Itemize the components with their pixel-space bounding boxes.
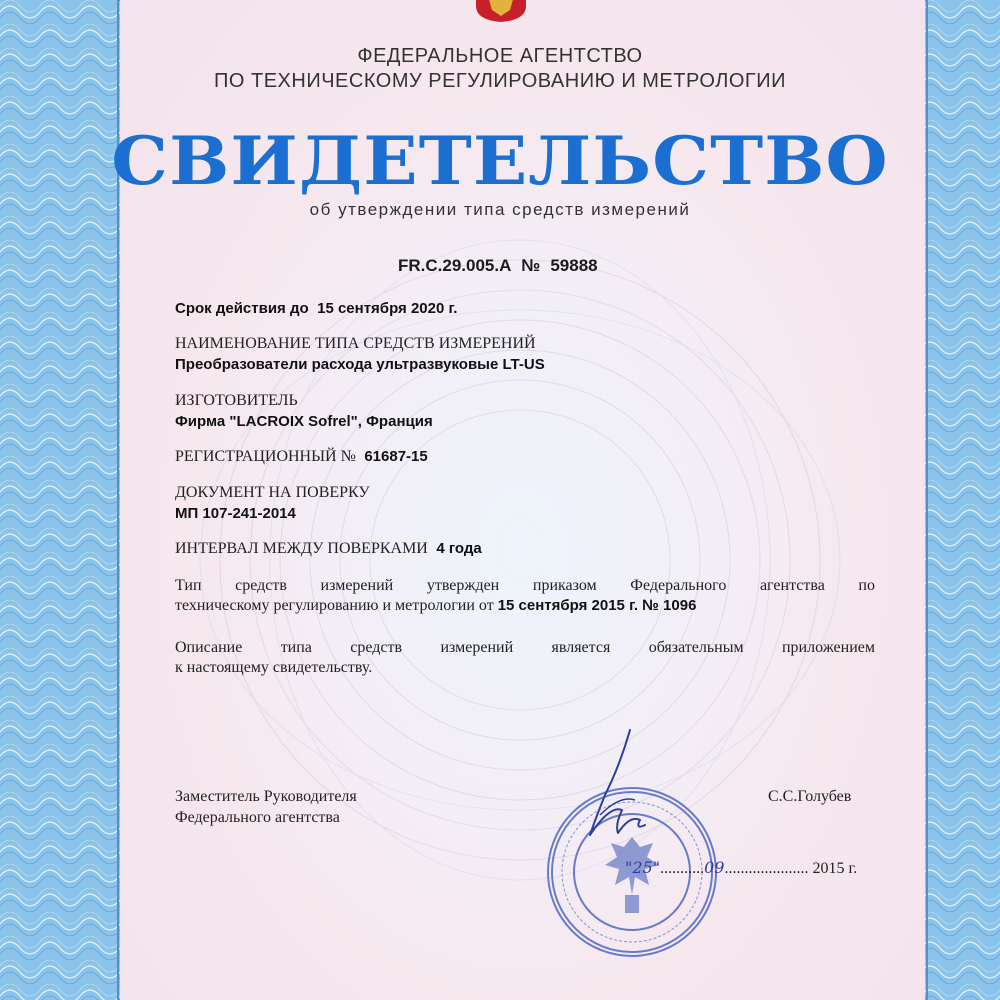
registration-row — [175, 448, 428, 466]
certificate-number — [398, 256, 598, 276]
validity-label: Срок действия до — [175, 300, 309, 317]
approval-line1: Тип средств измерений утвержден приказом Федерального агентства по — [175, 577, 875, 594]
approval-line2-text: техническому регулированию и метрологии от — [175, 597, 494, 614]
certificate-subtitle: об утверждении типа средств измерений — [309, 200, 691, 219]
agency-name-line1: ФЕДЕРАЛЬНОЕ АГЕНТСТВО — [357, 45, 643, 67]
number-sign: № — [521, 256, 541, 275]
certificate-number-value: 59888 — [550, 256, 598, 275]
date-day: "25" — [625, 858, 661, 877]
verification-doc-value: МП 107-241-2014 — [175, 505, 296, 522]
registration-value: 61687-15 — [364, 448, 428, 465]
date-dots2: ..................... — [724, 860, 809, 877]
verification-doc-label: ДОКУМЕНТ НА ПОВЕРКУ — [175, 484, 370, 501]
interval-row — [175, 540, 482, 558]
coat-of-arms-icon — [468, 0, 534, 22]
signatory-position-line1: Заместитель Руководителя — [175, 788, 357, 805]
description-line1: Описание типа средств измерений является обязательным приложением — [175, 639, 875, 656]
type-name-label: НАИМЕНОВАНИЕ ТИПА СРЕДСТВ ИЗМЕРЕНИЙ — [175, 335, 536, 352]
interval-value: 4 года — [436, 540, 482, 557]
manufacturer-label: ИЗГОТОВИТЕЛЬ — [175, 392, 298, 409]
signature-icon — [560, 725, 670, 865]
date-year: 2015 г. — [812, 860, 858, 877]
approval-line2 — [175, 596, 875, 616]
validity-value: 15 сентября 2020 г. — [317, 300, 458, 317]
approval-order: 15 сентября 2015 г. № 1096 — [497, 597, 697, 614]
agency-name-line2: ПО ТЕХНИЧЕСКОМУ РЕГУЛИРОВАНИЮ И МЕТРОЛОГИИ — [214, 70, 786, 92]
date-month: 09 — [704, 858, 725, 877]
registration-label: РЕГИСТРАЦИОННЫЙ № — [175, 448, 356, 465]
date-dots1: ........... — [660, 860, 705, 877]
description-paragraph — [175, 638, 875, 678]
type-name-value: Преобразователи расхода ультразвуковые LT-US — [175, 356, 545, 373]
certificate-title: СВИДЕТЕЛЬСТВО — [111, 122, 889, 200]
signatory-position-line2: Федерального агентства — [175, 809, 340, 826]
signature-date — [625, 858, 857, 878]
validity-row — [175, 300, 457, 318]
approval-paragraph — [175, 576, 875, 616]
certificate-code: FR.C.29.005.A — [398, 256, 512, 275]
signatory-name: С.С.Голубев — [768, 788, 852, 805]
manufacturer-value: Фирма "LACROIX Sofrel", Франция — [175, 413, 433, 430]
description-line2: к настоящему свидетельству. — [175, 659, 373, 676]
interval-label: ИНТЕРВАЛ МЕЖДУ ПОВЕРКАМИ — [175, 540, 428, 557]
